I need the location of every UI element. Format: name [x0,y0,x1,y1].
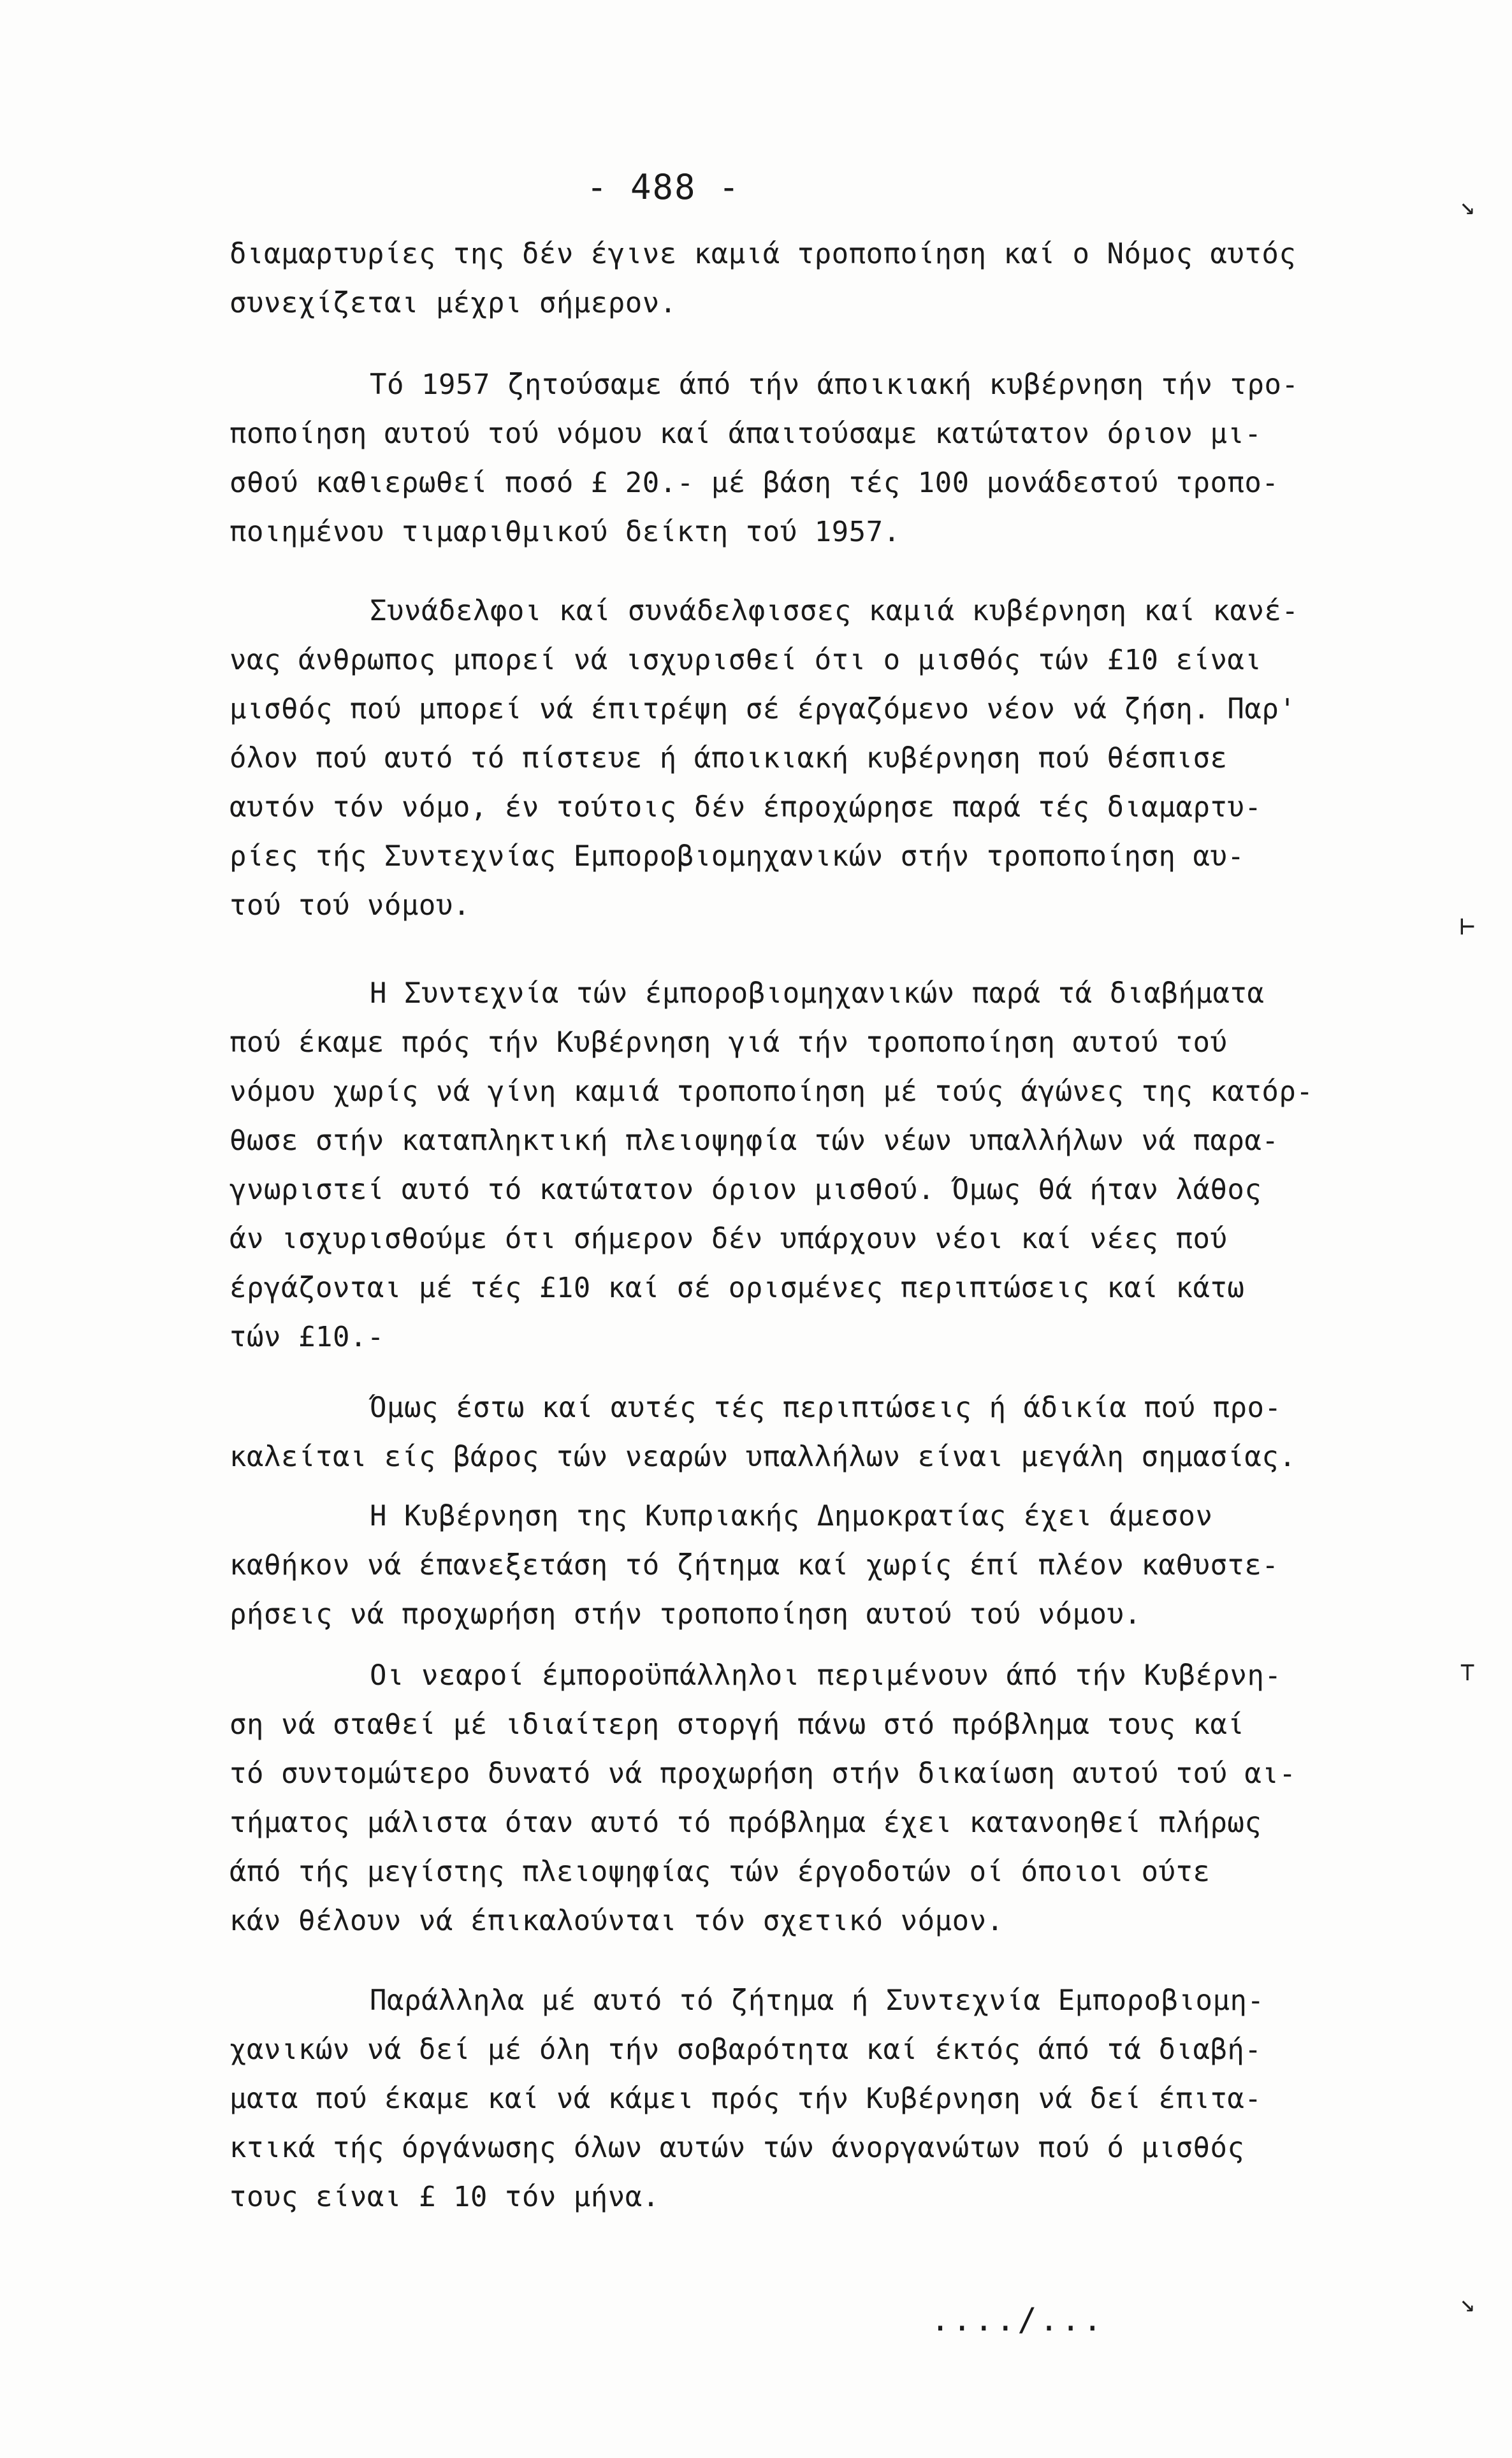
text-line: ση νά σταθεί μέ ιδιαίτερη στοργή πάνω στό πρόβλημα τους καί [229,1708,1245,1741]
text-line: τό συντομώτερο δυνατό νά προχωρήση στήν δικαίωση αυτού τού αι- [229,1757,1297,1790]
text-line: σθού καθιερωθεί ποσό £ 20.- μέ βάση τές 100 μονάδεστού τροπο- [229,467,1279,499]
paragraph-7 [229,1651,1326,1945]
paragraph-6 [229,1492,1326,1639]
page-number: - 488 - [586,167,741,207]
text-line: ρίες τής Συντεχνίας Εμποροβιομηχανικών στήν τροποποίηση αυ- [229,840,1245,873]
text-line: χανικών νά δεί μέ όλη τήν σοβαρότητα καί έκτός άπό τά διαβή- [229,2033,1262,2066]
text-line: Η Συντεχνία τών έμποροβιομηχανικών παρά τά διαβήματα [370,977,1265,1010]
text-line: τού τού νόμου. [229,889,470,922]
text-line: Συνάδελφοι καί συνάδελφισσες καμιά κυβέρνηση καί κανέ- [370,595,1299,627]
text-line: νας άνθρωπος μπορεί νά ισχυρισθεί ότι ο μισθός τών £10 είναι [229,644,1262,676]
text-line: όλον πού αυτό τό πίστευε ή άποικιακή κυβέρνηση πού θέσπισε [229,742,1228,774]
paragraph-8 [229,1976,1326,2222]
continuation-mark: ..../... [931,2301,1105,2338]
text-line: έργάζονται μέ τές £10 καί σέ ορισμένες περιπτώσεις καί κάτω [229,1272,1245,1304]
paragraph-2 [229,360,1326,556]
paragraph-3 [229,586,1326,930]
text-line: ποποίηση αυτού τού νόμου καί άπαιτούσαμε κατώτατον όριον μι- [229,418,1262,450]
text-line: καθήκον νά έπανεξετάση τό ζήτημα καί χωρίς έπί πλέον καθυστε- [229,1549,1279,1582]
text-line: τήματος μάλιστα όταν αυτό τό πρόβλημα έχει κατανοηθεί πλήρως [229,1807,1262,1839]
text-line: Τό 1957 ζητούσαμε άπό τήν άποικιακή κυβέρνηση τήν τρο- [370,368,1299,401]
text-line: τών £10.- [229,1321,384,1353]
scan-mark-icon: ↘ [1460,191,1476,221]
text-line: ματα πού έκαμε καί νά κάμει πρός τήν Κυβέρνηση νά δεί έπιτα- [229,2083,1262,2115]
paragraph-5 [229,1383,1326,1481]
text-line: κάν θέλουν νά έπικαλούνται τόν σχετικό νόμον. [229,1905,1004,1937]
text-line: Όμως έστω καί αυτές τές περιπτώσεις ή άδικία πού προ- [370,1392,1282,1424]
paragraph-1 [229,229,1326,328]
text-line: πού έκαμε πρός τήν Κυβέρνηση γιά τήν τροποποίηση αυτού τού [229,1026,1228,1059]
text-line: ποιημένου τιμαριθμικού δείκτη τού 1957. [229,516,901,548]
text-line: τους είναι £ 10 τόν μήνα. [229,2181,660,2213]
scan-mark-icon: ⊢ [1460,912,1476,941]
text-line: άπό τής μεγίστης πλειοψηφίας τών έργοδοτών οί όποιοι ούτε [229,1856,1210,1888]
text-line: θωσε στήν καταπληκτική πλειοψηφία τών νέων υπαλλήλων νά παρα- [229,1124,1279,1157]
scan-mark-icon: ⊤ [1460,1657,1476,1687]
text-line: καλείται είς βάρος τών νεαρών υπαλλήλων είναι μεγάλη σημασίας. [229,1441,1297,1473]
paragraph-4 [229,969,1326,1362]
text-line: Η Κυβέρνηση της Κυπριακής Δημοκρατίας έχει άμεσον [370,1500,1213,1532]
text-line: αυτόν τόν νόμο, έν τούτοις δέν έπροχώρησε παρά τές διαμαρτυ- [229,791,1262,824]
text-line: κτικά τής όργάνωσης όλων αυτών τών άνοργανώτων πού ό μισθός [229,2132,1245,2164]
text-line: Παράλληλα μέ αυτό τό ζήτημα ή Συντεχνία Εμποροβιομη- [370,1984,1265,2017]
text-line: μισθός πού μπορεί νά έπιτρέψη σέ έργαζόμενο νέον νά ζήση. Παρ' [229,693,1297,725]
text-line: νόμου χωρίς νά γίνη καμιά τροποποίηση μέ τούς άγώνες της κατόρ- [229,1075,1314,1108]
text-line: άν ισχυρισθούμε ότι σήμερον δέν υπάρχουν νέοι καί νέες πού [229,1223,1228,1255]
scan-mark-icon: ↘ [1460,2288,1476,2318]
text-line: συνεχίζεται μέχρι σήμερον. [229,287,677,319]
text-line: γνωριστεί αυτό τό κατώτατον όριον μισθού. Όμως θά ήταν λάθος [229,1174,1262,1206]
text-line: ρήσεις νά προχωρήση στήν τροποποίηση αυτού τού νόμου. [229,1598,1142,1631]
text-line: διαμαρτυρίες της δέν έγινε καμιά τροποποίηση καί ο Νόμος αυτός [229,238,1297,270]
text-line: Οι νεαροί έμποροϋπάλληλοι περιμένουν άπό τήν Κυβέρνη- [370,1659,1282,1692]
